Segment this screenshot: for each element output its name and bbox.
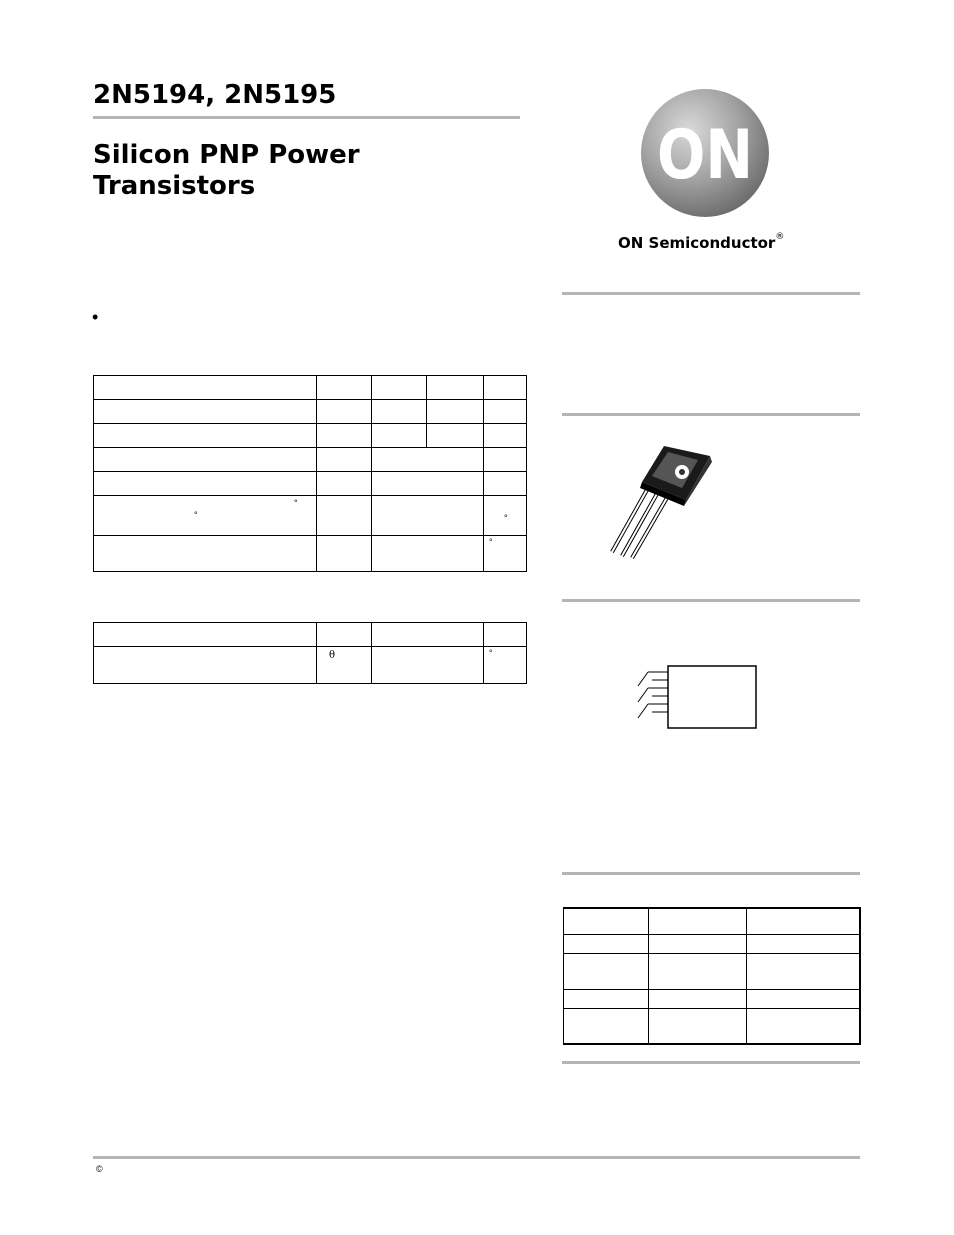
- table-row: [94, 647, 527, 684]
- table-row: [94, 376, 527, 400]
- copyright-symbol: ©: [96, 1164, 103, 1174]
- table-row: [94, 424, 527, 448]
- degree-symbol: °: [194, 510, 198, 520]
- table-row: [94, 496, 527, 536]
- package-illustration: [600, 438, 720, 560]
- divider: [562, 872, 860, 875]
- degree-symbol: °: [504, 513, 508, 523]
- table-row: [94, 400, 527, 424]
- divider: [562, 1061, 860, 1064]
- on-logo: [638, 86, 772, 220]
- brand-name-text: ON Semiconductor: [618, 234, 776, 252]
- table-row: [94, 472, 527, 496]
- page-title: [93, 140, 360, 202]
- degree-symbol: °: [489, 537, 493, 547]
- logo-text: ON: [657, 116, 753, 195]
- table-row: [94, 536, 527, 572]
- table-row: [564, 934, 860, 953]
- degree-symbol: °: [489, 648, 493, 658]
- pin-diagram: [630, 660, 762, 734]
- brand-name: [618, 234, 784, 252]
- divider: [562, 292, 860, 295]
- table-row: [94, 448, 527, 472]
- thermal-resistance-symbol: θ: [317, 647, 372, 684]
- footer-divider: [93, 1156, 860, 1159]
- title-line-2: Transistors: [93, 171, 256, 201]
- thermal-characteristics-table: [93, 622, 527, 684]
- divider: [562, 599, 860, 602]
- maximum-ratings-table: [93, 375, 527, 572]
- ordering-information-table: [563, 907, 861, 1045]
- feature-bullet: •: [92, 307, 99, 327]
- table-row: [94, 623, 527, 647]
- table-row: [564, 953, 860, 989]
- table-row: [564, 908, 860, 934]
- title-line-1: Silicon PNP Power: [93, 140, 360, 170]
- part-number-title: 2N5194, 2N5195: [93, 80, 337, 110]
- degree-symbol: °: [294, 498, 298, 508]
- table-row: [564, 1008, 860, 1044]
- table-row: [564, 989, 860, 1008]
- divider: [562, 413, 860, 416]
- title-divider: [93, 116, 520, 119]
- registered-mark: ®: [775, 232, 785, 242]
